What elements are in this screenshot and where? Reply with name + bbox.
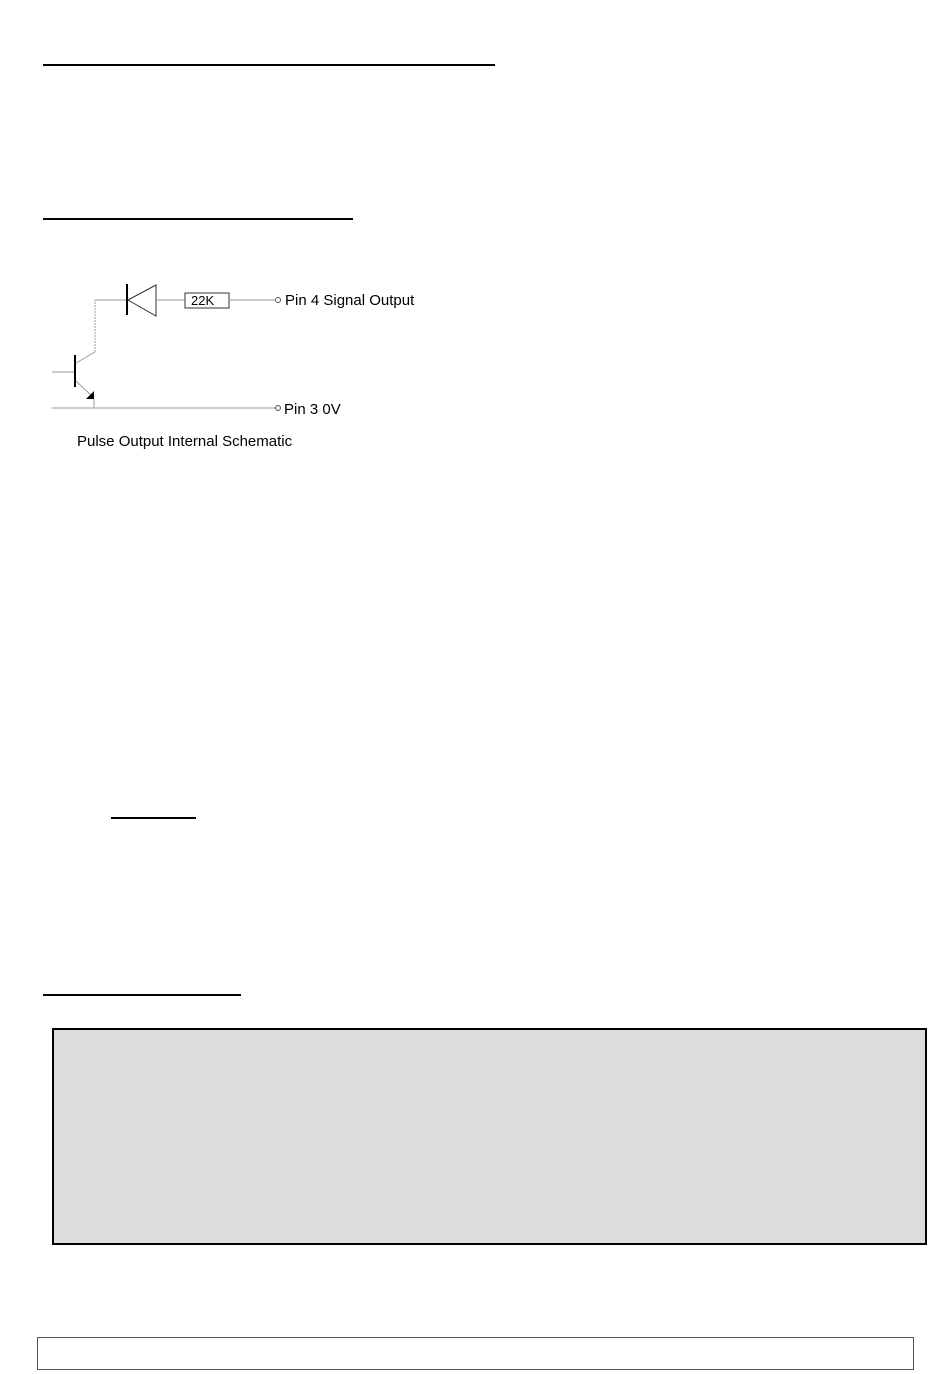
heading-rule-3 bbox=[111, 817, 196, 819]
transistor-collector bbox=[76, 352, 95, 363]
note-box bbox=[52, 1028, 927, 1245]
resistor-label: 22K bbox=[191, 293, 215, 308]
pin4-terminal-icon bbox=[276, 298, 281, 303]
diode-triangle bbox=[128, 285, 156, 316]
heading-rule-4 bbox=[43, 994, 241, 996]
pin4-label: Pin 4 Signal Output bbox=[285, 292, 415, 309]
pin3-terminal-icon bbox=[276, 406, 281, 411]
schematic-caption: Pulse Output Internal Schematic bbox=[77, 433, 293, 450]
heading-rule-2 bbox=[43, 218, 353, 220]
heading-rule-1 bbox=[43, 64, 495, 66]
footer-box bbox=[37, 1337, 914, 1370]
pulse-output-schematic bbox=[40, 275, 460, 460]
pin3-label: Pin 3 0V bbox=[284, 401, 341, 418]
